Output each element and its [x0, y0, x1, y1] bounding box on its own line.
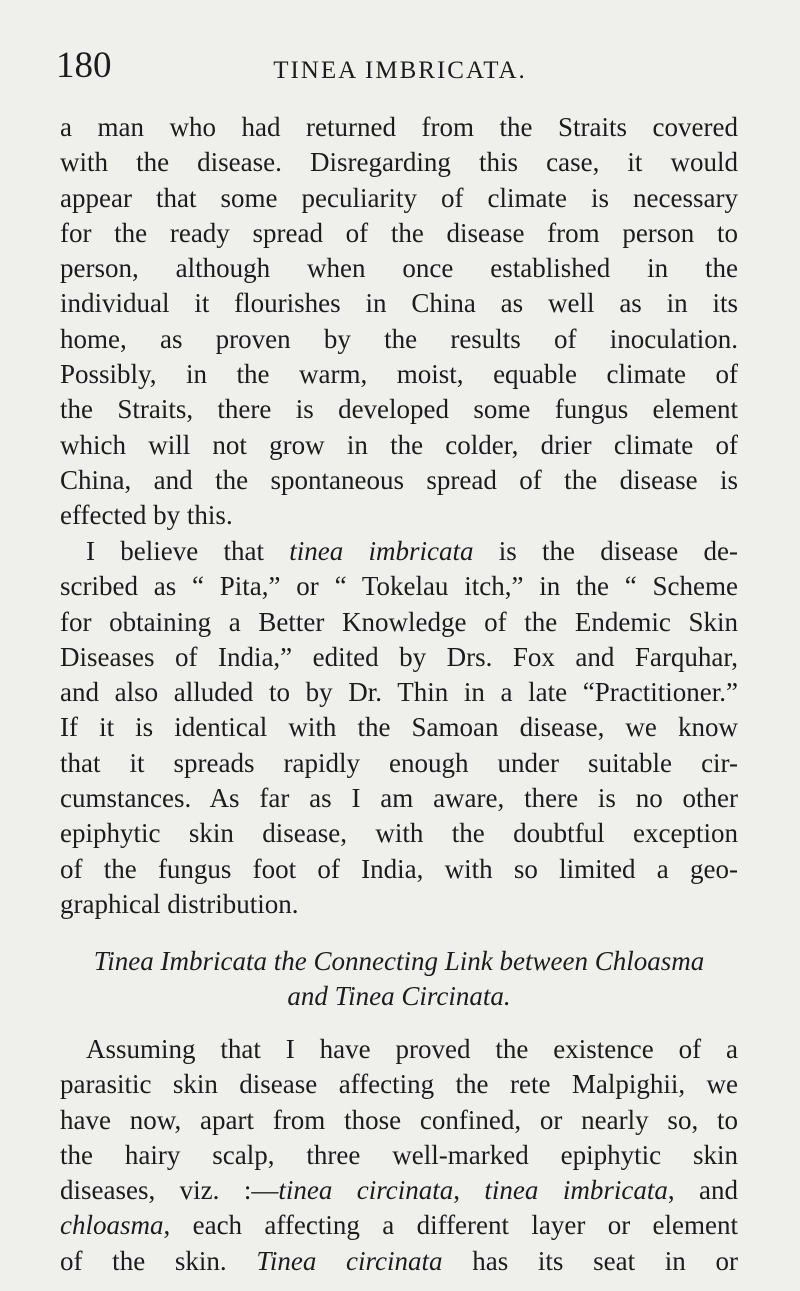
text-line: scribed as “ Pita,” or “ Tokelau itch,” in the “ Scheme [60, 571, 738, 602]
text-line: China, and the spontaneous spread of the disease is [60, 464, 738, 495]
page-number: 180 [56, 45, 112, 86]
text-line: epiphytic skin disease, with the doubtful exception [60, 818, 738, 849]
text-line [60, 1173, 738, 1208]
paragraph-3 [60, 1032, 738, 1279]
text-line: If it is identical with the Samoan disease, we know [60, 712, 738, 743]
running-head: TINEA IMBRICATA. [273, 57, 527, 84]
heading-line: and Tinea Circinata. [287, 981, 511, 1012]
text-line [60, 534, 738, 569]
text-line [60, 1208, 738, 1243]
paragraph-1 [60, 110, 738, 534]
text-line: the Straits, there is developed some fungus element [60, 394, 738, 425]
text-run: I believe that [86, 536, 290, 566]
section-heading [60, 944, 738, 1015]
text-run: is the disease de- [473, 536, 739, 566]
text-run: has its seat in or [442, 1245, 738, 1276]
text-line: appear that some peculiarity of climate is necessary [60, 182, 738, 213]
text-line: with the disease. Disregarding this case, it would [60, 147, 738, 178]
text-line: a man who had returned from the Straits covered [60, 112, 738, 142]
italic-term: tinea circinata [278, 1175, 454, 1206]
italic-term: tinea imbricata [289, 536, 474, 566]
italic-term: chloasma [60, 1210, 164, 1241]
text-line: for obtaining a Better Knowledge of the Endemic Skin [60, 606, 738, 637]
text-line: home, as proven by the results of inoculation. [60, 323, 738, 354]
italic-term: Tinea circinata [256, 1245, 443, 1276]
text-line: individual it flourishes in China as well as in its [60, 288, 738, 319]
text-line: Assuming that I have proved the existence of a [86, 1034, 738, 1064]
heading-line: Tinea Imbricata the Connecting Link between Chloasma [93, 946, 705, 976]
text-line: of the fungus foot of India, with so limited a geo- [60, 853, 738, 884]
text-run: , [453, 1175, 485, 1206]
text-line: Possibly, in the warm, moist, equable climate of [60, 359, 738, 390]
text-run: diseases, viz. :— [60, 1175, 279, 1206]
text-line [60, 1244, 738, 1279]
italic-term: tinea imbricata [484, 1175, 668, 1206]
text-line: the hairy scalp, three well-marked epiphytic skin [60, 1139, 738, 1170]
text-run: , each affecting a different layer or element [163, 1210, 738, 1241]
text-line: cumstances. As far as I am aware, there is no other [60, 783, 738, 814]
text-line: graphical distribution. [60, 888, 299, 919]
paragraph-2 [60, 534, 738, 922]
text-run: , and [667, 1175, 739, 1206]
text-line: and also alluded to by Dr. Thin in a late “Practitioner.” [60, 677, 738, 708]
text-line: which will not grow in the colder, drier climate of [60, 429, 738, 460]
text-line: effected by this. [60, 500, 233, 531]
text-line: that it spreads rapidly enough under suitable cir- [60, 747, 738, 778]
text-line: for the ready spread of the disease from person to [60, 217, 738, 248]
text-run: of the skin. [60, 1245, 257, 1276]
text-line: Diseases of India,” edited by Drs. Fox and Farquhar, [60, 641, 738, 672]
text-line: have now, apart from those confined, or nearly so, to [60, 1104, 738, 1135]
text-line: person, although when once established in the [60, 253, 738, 284]
text-line: parasitic skin disease affecting the rete Malpighii, we [60, 1069, 738, 1100]
